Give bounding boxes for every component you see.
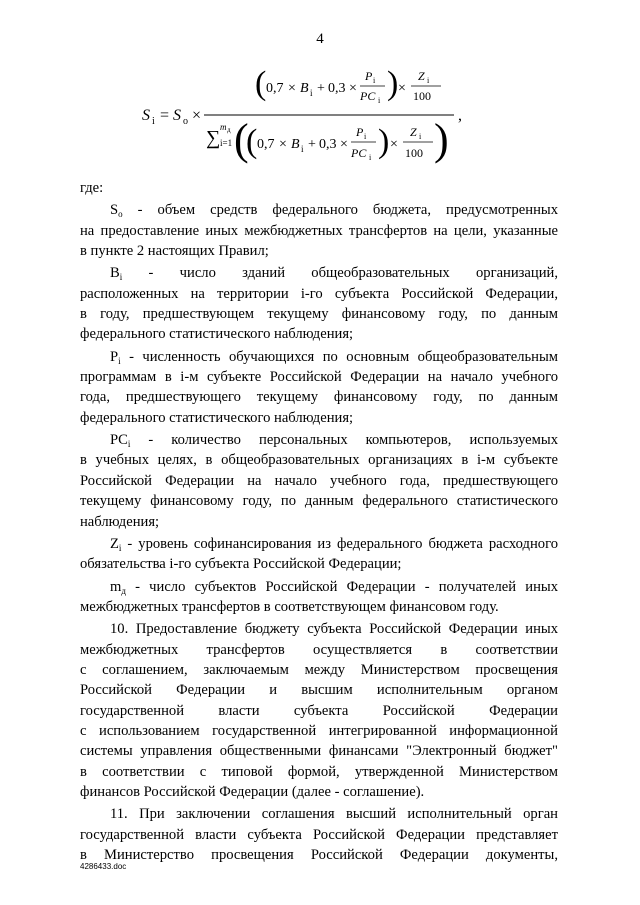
def-symbol: S (110, 202, 119, 219)
den-z: Z (410, 125, 417, 139)
den-coef-p: 0,3 (319, 137, 337, 152)
den-pc: PC (351, 146, 367, 160)
den-sum: ∑ (206, 127, 221, 149)
definition-md: $m_д$ - число субъектов Российской Федерации - получателей иных межбюджетных трансфертов в соответствующем финансовом году. (80, 578, 558, 615)
den-sum-upper-sub: д (227, 126, 231, 134)
den-outer-right-paren: ) (434, 115, 449, 164)
num-right-paren: ) (387, 65, 399, 102)
num-p: P (365, 69, 373, 83)
formula-eq: = (160, 107, 170, 124)
page-number: 4 (316, 31, 324, 47)
den-b: B (291, 137, 300, 152)
den-hundred: 100 (405, 146, 423, 160)
num-p-sub: i (373, 76, 376, 85)
formula-comma: , (458, 107, 462, 124)
definition-pci: $PC_i$ - количество персональных компьютеров, используемых в учебных целях, в общеобразовательных организациях в i-м субъекте Российской Федерации на начало учебного года, предшествующего текущему финансовому году, по данным федерального статистического наблюдения; (80, 432, 558, 530)
definition-pi: $P_i$ - численность обучающихся по основным общеобразовательным программам в i-м субъекте Российской Федерации на начало учебного года, предшествующего текущему финансовому году, по данным федерального статистического наблюдения; (80, 348, 558, 426)
den-p: P (356, 125, 364, 139)
den-sum-upper: m (220, 122, 227, 132)
num-hundred: 100 (413, 89, 431, 103)
document-body (80, 178, 558, 865)
formula-lhs-sub: i (152, 116, 155, 127)
def-symbol: PC (110, 432, 128, 449)
allocation-formula (140, 62, 480, 172)
num-pc-sub: i (378, 96, 381, 105)
formula-svg (140, 62, 480, 172)
formula-times-main: × (192, 107, 202, 124)
den-inner-right-paren: ) (378, 123, 390, 160)
den-plus: + (308, 137, 316, 152)
definition-s0: $S_o$ - объем средств федерального бюджета, предусмотренных на предоставление иных межбюджетных трансфертов на цели, указанные в пункте 2 настоящих Правил; (80, 202, 558, 260)
num-times-p: × (349, 81, 357, 96)
paragraph-10: 10. Предоставление бюджету субъекта Российской Федерации иных межбюджетных трансфертов осуществляется в соответствии с соглашением, заключаемым между Министерством просвещения Российской Федерации и высшим исполнительным органом государственной власти субъекта Российской Федерации с использованием государственной интегрированной информационной системы управления общественными финансами "Электронный бюджет" в соответствии с типовой формой, утвержденной Министерством финансов Российской Федерации (далее - соглашение). (80, 621, 558, 800)
den-b-sub: i (301, 144, 304, 154)
def-symbol: B (110, 265, 120, 282)
num-b-sub: i (310, 88, 313, 98)
paragraph-11: 11. При заключении соглашения высший исполнительный орган государственной власти субъекта Российской Федерации представляет в Министерство просвещения Российской Федерации документы, (80, 806, 558, 863)
where-label: где: (80, 180, 104, 196)
num-pc: PC (360, 89, 376, 103)
den-z-sub: i (419, 132, 422, 141)
definition-bi: $B_i$ - число зданий общеобразовательных организаций, расположенных на территории i-го субъекта Российской Федерации, в году, предшествующем текущему финансовому году, по данным федерального статистического наблюдения; (80, 265, 558, 343)
den-p-sub: i (364, 132, 367, 141)
num-z-sub: i (427, 76, 430, 85)
num-z: Z (418, 69, 425, 83)
num-times-b: × (288, 81, 296, 96)
den-pc-sub: i (369, 153, 372, 162)
den-coef-b: 0,7 (257, 137, 275, 152)
num-plus: + (317, 81, 325, 96)
den-times-p: × (340, 137, 348, 152)
num-left-paren: ( (255, 65, 267, 102)
def-symbol: P (110, 348, 119, 365)
formula-s0: S (173, 107, 181, 124)
def-symbol: Z (110, 535, 119, 552)
den-inner-left-paren: ( (246, 123, 258, 160)
document-footer: 4286433.doc (80, 862, 127, 871)
definition-zi: $Z_i$ - уровень софинансирования из федерального бюджета расходного обязательства i-го субъекта Российской Федерации; (80, 535, 558, 573)
den-times-z: × (390, 137, 398, 152)
num-coef-b: 0,7 (266, 81, 284, 96)
formula-s0-sub: o (183, 116, 188, 127)
den-times-b: × (279, 137, 287, 152)
den-outer-left-paren: ( (234, 115, 249, 164)
num-b: B (300, 81, 309, 96)
den-sum-lower: i=1 (220, 138, 233, 148)
formula-lhs: S (142, 107, 150, 124)
num-coef-p: 0,3 (328, 81, 346, 96)
def-symbol: m (110, 578, 122, 595)
num-times-z: × (398, 81, 406, 96)
